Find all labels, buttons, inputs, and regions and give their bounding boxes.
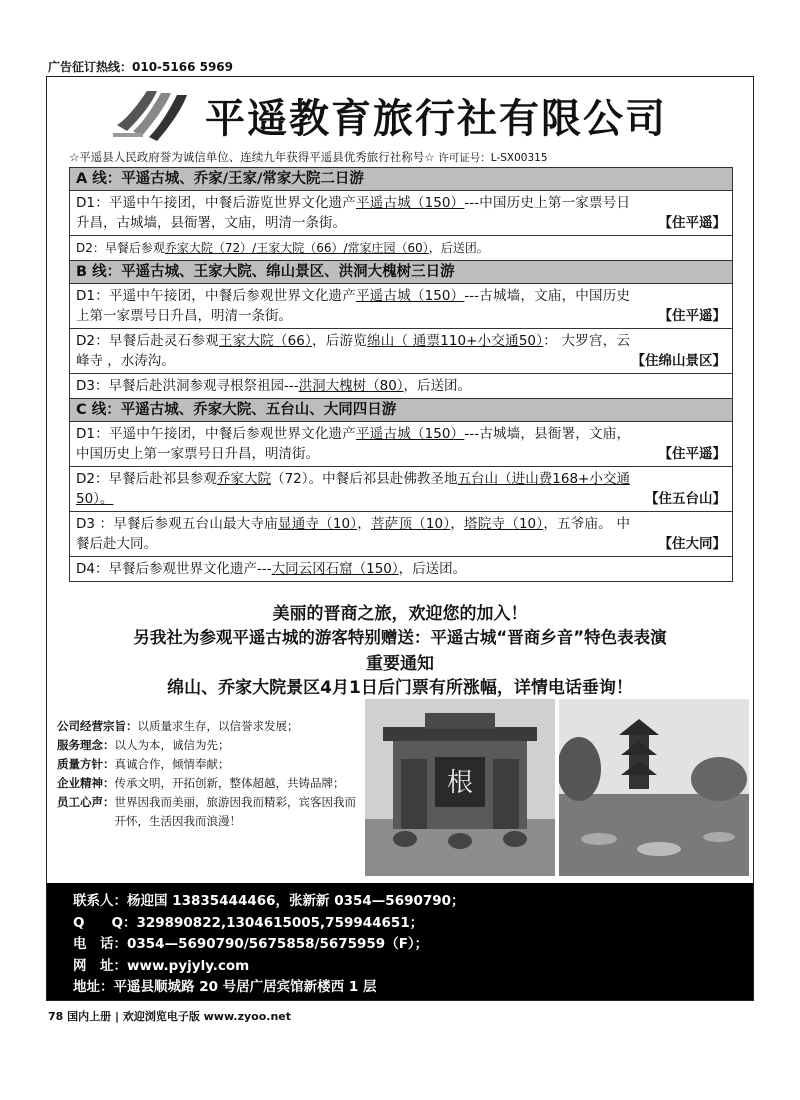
attraction-link: 菩萨顶（10）	[371, 516, 451, 532]
route-a-header: A 线：平遥古城、乔家/王家/常家大院二日游	[70, 168, 732, 190]
honor-text: ☆平遥县人民政府誉为诚信单位、连续九年获得平遥县优秀旅行社称号☆	[69, 150, 435, 164]
contact-qq: Q Q：329890822,1304615005,759944651；	[73, 914, 424, 931]
attraction-link: 显通寺（10）	[277, 516, 358, 532]
motto-service: 服务理念： 以人为本，诚信为先；	[57, 738, 230, 752]
attraction-link: 乔家大院	[216, 471, 272, 487]
contact-people: 联系人：杨迎国 13835444466，张新新 0354—5690790；	[73, 893, 465, 909]
attraction-link: 平遥古城（150）	[356, 195, 465, 211]
photo-gate	[365, 699, 555, 876]
honor-line	[69, 149, 548, 165]
gate-sign-text: 根	[446, 768, 474, 798]
promo-notice-text: 绵山、乔家大院景区4月1日后门票有所涨幅，详情电话垂询！	[167, 678, 633, 698]
contact-panel	[47, 883, 753, 1000]
attraction-link: 平遥古城（150）	[356, 288, 465, 304]
attraction-link: 塔院寺（10）	[464, 516, 544, 532]
route-b-day3: D3：早餐后赴洪洞参观寻根祭祖园---洪洞大槐树（80），后送团。	[70, 373, 732, 398]
route-b-day2: D2：早餐后赴灵石参观王家大院（66），后游览绵山（ 通票110+小交通50）： 大罗宫，云峰寺 ，水涛沟。 【住绵山景区】	[70, 328, 732, 373]
ad-hotline: 广告征订热线：010-5166 5969	[48, 60, 234, 74]
motto-quality: 质量方针： 真诚合作，倾情奉献；	[57, 757, 230, 771]
ad-frame	[46, 76, 754, 1001]
route-c-day4: D4：早餐后参观世界文化遗产---大同云冈石窟（150），后送团。	[70, 556, 732, 581]
route-c-day1: D1：平遥中午接团，中餐后参观世界文化遗产平遥古城（150）---古城墙，县衙署，文庙，中国历史上第一家票号日升昌，明清街。 【住平遥】	[70, 421, 732, 466]
motto-purpose: 公司经营宗旨： 以质量求生存，以信誉求发展；	[57, 719, 299, 733]
attraction-link: 王家大院（66）	[218, 333, 313, 349]
contact-phone: 电 话：0354—5690790/5675858/5675959（F）；	[73, 936, 429, 952]
promo-notice-title: 重要通知	[366, 654, 434, 674]
route-c-day3: D3 ：早餐后参观五台山最大寺庙显通寺（10），菩萨顶（10），塔院寺（10），五爷庙。 中餐后赴大同。 【住大同】	[70, 511, 732, 556]
company-motto	[57, 717, 367, 831]
route-c-header: C 线：平遥古城、乔家大院、五台山、大同四日游	[70, 398, 732, 421]
company-name: 平遥教育旅行社有限公司	[205, 96, 667, 142]
attraction-link: 平遥古城（150）	[356, 426, 465, 442]
route-c-day2: D2：早餐后赴祁县参观乔家大院（72）。中餐后祁县赴佛教圣地五台山（进山费168+小交通50）。 【住五台山】	[70, 466, 732, 511]
contact-address: 地址：平遥县顺城路 20 号居广居宾馆新楼西 1 层	[73, 979, 377, 995]
route-a-day2: D2：早餐后参观乔家大院（72）/王家大院（66）/常家庄园（60），后送团。	[70, 235, 732, 260]
route-b-header: B 线：平遥古城、王家大院、绵山景区、洪洞大槐树三日游	[70, 260, 732, 283]
page-footer: 78 国内上册 | 欢迎浏览电子版 www.zyoo.net	[48, 1010, 292, 1023]
attraction-link: 绵山（ 通票110+小交通50）	[367, 333, 544, 349]
motto-spirit: 企业精神： 传承文明，开拓创新，整体超越，共铸品牌；	[57, 776, 345, 790]
promo-line-1: 美丽的晋商之旅，欢迎您的加入！	[272, 604, 528, 624]
stay-label: 【住大同】	[658, 536, 726, 552]
contact-web: 网 址：www.pyjyly.com	[73, 957, 250, 974]
photo-pagoda-lake	[559, 699, 749, 876]
route-a-day1: D1：平遥中午接团，中餐后游览世界文化遗产平遥古城（150）---中国历史上第一家票号日升昌，古城墙，县衙署，文庙，明清一条街。 【住平遥】	[70, 190, 732, 235]
promo-line-2: 另我社为参观平遥古城的游客特别赠送：平遥古城“晋商乡音”特色表表演	[133, 628, 667, 647]
stay-label: 【住绵山景区】	[631, 353, 726, 369]
attraction-link: 洪洞大槐树（80）	[298, 378, 404, 394]
attraction-link: 大同云冈石窟（150）	[271, 561, 399, 577]
stay-label: 【住平遥】	[658, 215, 726, 231]
stay-label: 【住平遥】	[658, 446, 726, 462]
attraction-link: 乔家大院（72）/王家大院（66）/常家庄园（60）	[164, 241, 429, 255]
motto-staff: 员工心声： 世界因我而美丽，旅游因我而精彩，宾客因我而开怀，生活因我而浪漫！	[57, 795, 356, 828]
attraction-link: 五台山（进山费168+小交通50）。	[76, 471, 630, 507]
company-logo-icon	[113, 85, 189, 143]
license-number: 许可证号：L-SX00315	[438, 152, 548, 164]
stay-label: 【住平遥】	[658, 308, 726, 324]
stay-label: 【住五台山】	[645, 491, 726, 507]
route-b-day1: D1：平遥中午接团，中餐后参观世界文化遗产平遥古城（150）---古城墙，文庙，中国历史上第一家票号日升昌，明清一条街。 【住平遥】	[70, 283, 732, 328]
route-table	[69, 167, 733, 582]
